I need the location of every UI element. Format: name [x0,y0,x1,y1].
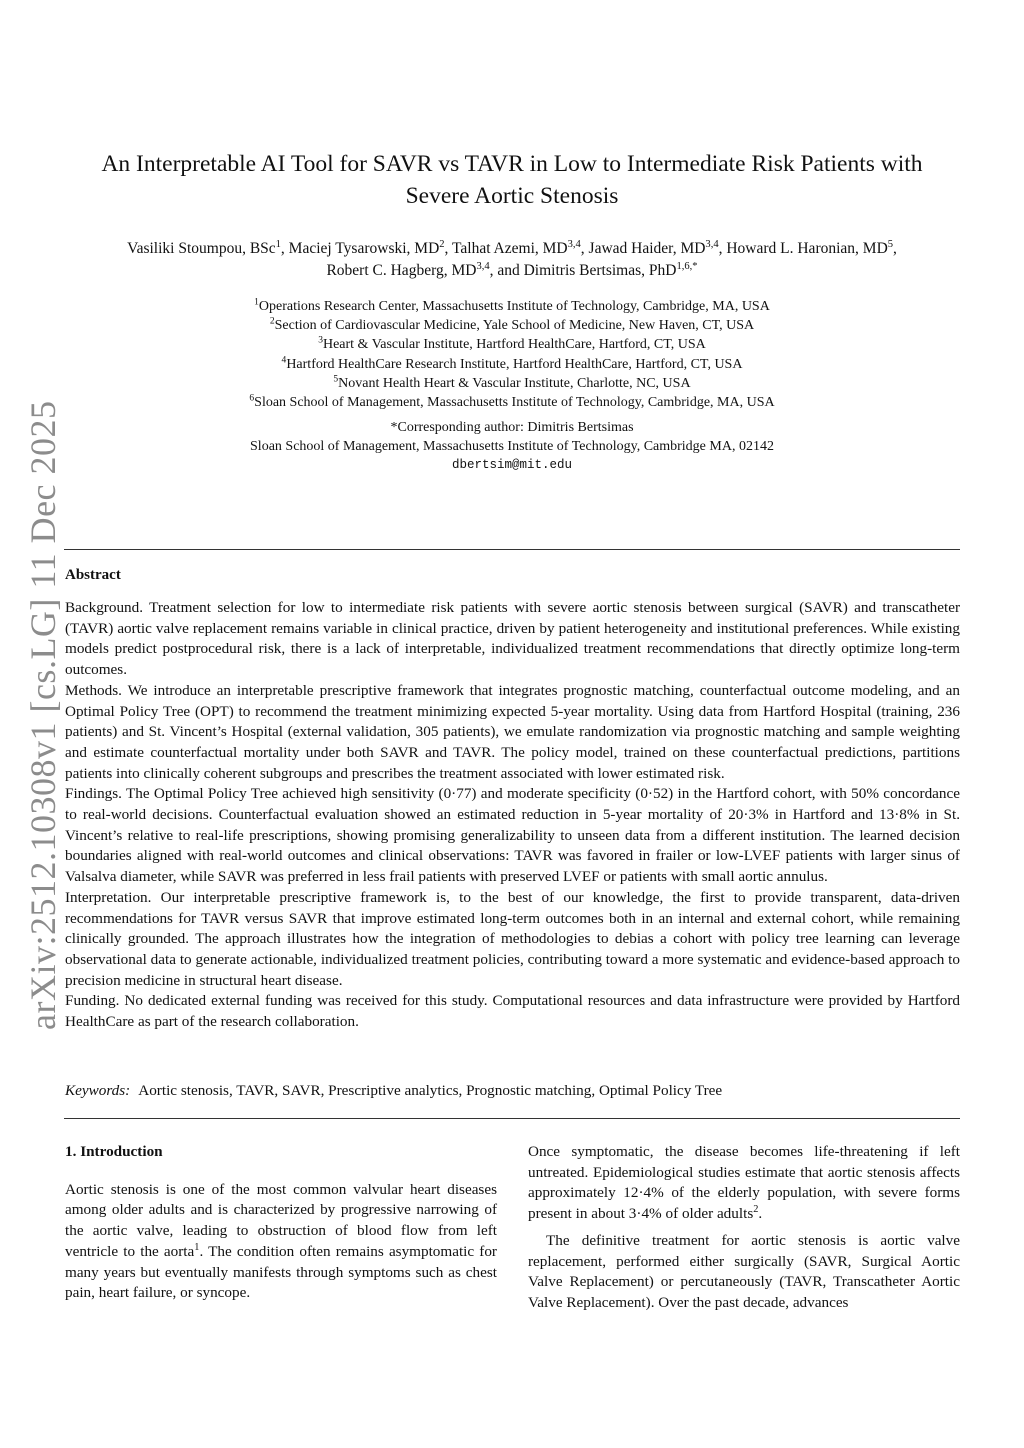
author-affiliation-mark: 1 [275,238,281,250]
author-line-2: Robert C. Hagberg, MD$^{3,4}$, and Dimitris Bertsimas, PhD$^{1,6,*}$ [326,260,698,279]
author-list [60,238,964,282]
title-line-1: An Interpretable AI Tool for SAVR vs TAVR in Low to Intermediate Risk Patients with [101,151,923,177]
corresponding-author [60,418,964,475]
citation-mark[interactable]: 1 [194,1241,200,1253]
title-line-2: Severe Aortic Stenosis [405,183,619,209]
intro-paragraph-2: Once symptomatic, the disease becomes life-threatening if left untreated. Epidemiological studies estimate that aortic stenosis affects approximately 12·4% of the elderly population, with severe forms present in about 3·4% of older adults$^2$. [528,1143,960,1223]
affiliation-item: $^1$Operations Research Center, Massachusetts Institute of Technology, Cambridge, MA, USA [254,297,770,314]
author-name: Robert C. Hagberg, MD [326,262,477,279]
author-affiliation-mark: 3,4 [705,238,719,250]
author-name: Vasiliki Stoumpou, BSc [127,240,276,257]
corresponding-email[interactable]: dbertsim@mit.edu [451,458,573,472]
affiliation-item: $^2$Section of Cardiovascular Medicine, Yale School of Medicine, New Haven, CT, USA [269,316,755,334]
abstract-methods: Methods. We introduce an interpretable prescriptive framework that integrates prognostic matching, counterfactual outcome modeling, and an Optimal Policy Tree (OPT) to recommend the treatment minimizing expected 5-year mortality. Using data from Hartford Hospital (training, 236 patients) and St. Vincent’s Hospital (external validation, 305 patients), we emulate randomization via prognostic matching and sample weighting and estimate counterfactual mortality under both SAVR and TAVR. The policy model, trained on these counterfactual predictions, partitions patients into clinically coherent subgroups and prescribes the treatment associated with lower estimated risk. [65,681,960,782]
abstract-findings: Findings. The Optimal Policy Tree achieved high sensitivity (0·77) and moderate specificity (0·52) in the Hartford cohort, with 50% concordance to real-world decisions. Counterfactual evaluation showed an estimated reduction in 5-year mortality of 20·3% in Hartford and 13·8% in St. Vincent’s relative to real-life prescriptions, showing promising generalizability to unseen data from a different institution. The learned decision boundaries aligned with real-world outcomes and clinical observations: TAVR was favored in frailer or low-LVEF patients with larger sinus of Valsalva diameter, while SAVR was preferred in less frail patients with preserved LVEF or patients with small aortic annulus. [65,785,960,886]
intro-paragraph-1: Aortic stenosis is one of the most common valvular heart diseases among older adults and is characterized by progressive narrowing of the aortic valve, leading to obstruction of blood flow from left ventricle to the aorta$^1$. The condition often remains asymptomatic for many years but eventually manifests through symptoms such as chest pain, heart failure, or syncope. [65,1180,497,1302]
abstract-top-rule [64,549,960,550]
abstract-heading: Abstract [65,567,121,583]
affiliation-list [60,297,964,412]
affiliation-item: $^3$Heart & Vascular Institute, Hartford HealthCare, Hartford, CT, USA [318,335,706,353]
author-affiliation-mark: 5 [887,238,894,250]
author-affiliation-mark: 3,4 [476,260,490,272]
right-column [528,1142,960,1314]
citation-mark[interactable]: 2 [753,1204,759,1216]
author-line-1: Vasiliki Stoumpou, BSc$^1$, Maciej Tysarowski, $MD^2$, Talhat Azemi, MD$^{3,4}$, Jawad Haider, MD$^{3,4}$, Howard L. Haronian, $MD^5$, [127,238,897,257]
keywords [65,1082,960,1100]
affiliation-item: $^5$Novant Health Heart & Vascular Institute, Charlotte, NC, USA [333,374,691,391]
author-name: Talhat Azemi, MD [452,240,568,257]
abstract-body [65,598,960,1033]
keywords-label: Keywords: [65,1082,131,1099]
author-name: and Dimitris Bertsimas, PhD [497,262,677,279]
intro-paragraph-3: The definitive treatment for aortic stenosis is aortic valve replacement, performed either surgically (SAVR, Surgical Aortic Valve Replacement) or percutaneously (TAVR, Transcatheter Aortic Valve Replacement). Over the past decade, advances [528,1231,960,1311]
author-affiliation-mark: 1,6,* [676,260,698,272]
author-affiliation-mark: 2 [439,238,445,250]
corresponding-line-2: Sloan School of Management, Massachusetts Institute of Technology, Cambridge MA, 02142 [250,439,774,454]
author-name: Howard L. Haronian, MD [726,240,888,257]
abstract-background: Background. Treatment selection for low to intermediate risk patients with severe aortic stenosis between surgical (SAVR) and transcatheter (TAVR) aortic valve replacement remains variable in clinical practice, driven by patient heterogeneity and institutional preferences. While existing models predict postprocedural risk, there is a lack of interpretable, individualized treatment recommendations that directly optimize long-term outcomes. [65,599,960,679]
abstract-interpretation: Interpretation. Our interpretable prescriptive framework is, to the best of our knowledge, the first to provide transparent, data-driven recommendations for TAVR versus SAVR that improve estimated long-term outcomes both in an internal and external cohort, while remaining clinically grounded. The approach illustrates how the integration of methodologies to debias a cohort with policy tree learning can leverage observational data to generate actionable, individualized treatment policies, contributing toward a more systematic and evidence-based approach to precision medicine in structural heart disease. [65,888,960,989]
affiliation-item: $^6$Sloan School of Management, Massachusetts Institute of Technology, Cambridge, MA, USA [249,393,775,411]
author-name: Maciej Tysarowski, MD [288,240,440,257]
author-name: Jawad Haider, MD [588,240,706,257]
abstract-funding: Funding. No dedicated external funding was received for this study. Computational resources and data infrastructure were provided by Hartford HealthCare as part of the research collaboration. [65,992,960,1031]
paper-title [60,148,964,212]
corresponding-line-1: *Corresponding author: Dimitris Bertsimas [390,420,634,435]
abstract-bottom-rule [64,1118,960,1119]
left-column [65,1142,497,1304]
author-affiliation-mark: 3,4 [567,238,581,250]
arxiv-side-identifier: arXiv:2512.10308v1 [cs.LG] 11 Dec 2025 [23,400,63,1030]
section-heading-introduction: 1. Introduction [65,1143,163,1160]
keywords-list: Aortic stenosis, TAVR, SAVR, Prescriptive analytics, Prognostic matching, Optimal Policy Tree [138,1082,723,1099]
affiliation-item: $^4$Hartford HealthCare Research Institute, Hartford HealthCare, Hartford, CT, USA [281,354,743,372]
